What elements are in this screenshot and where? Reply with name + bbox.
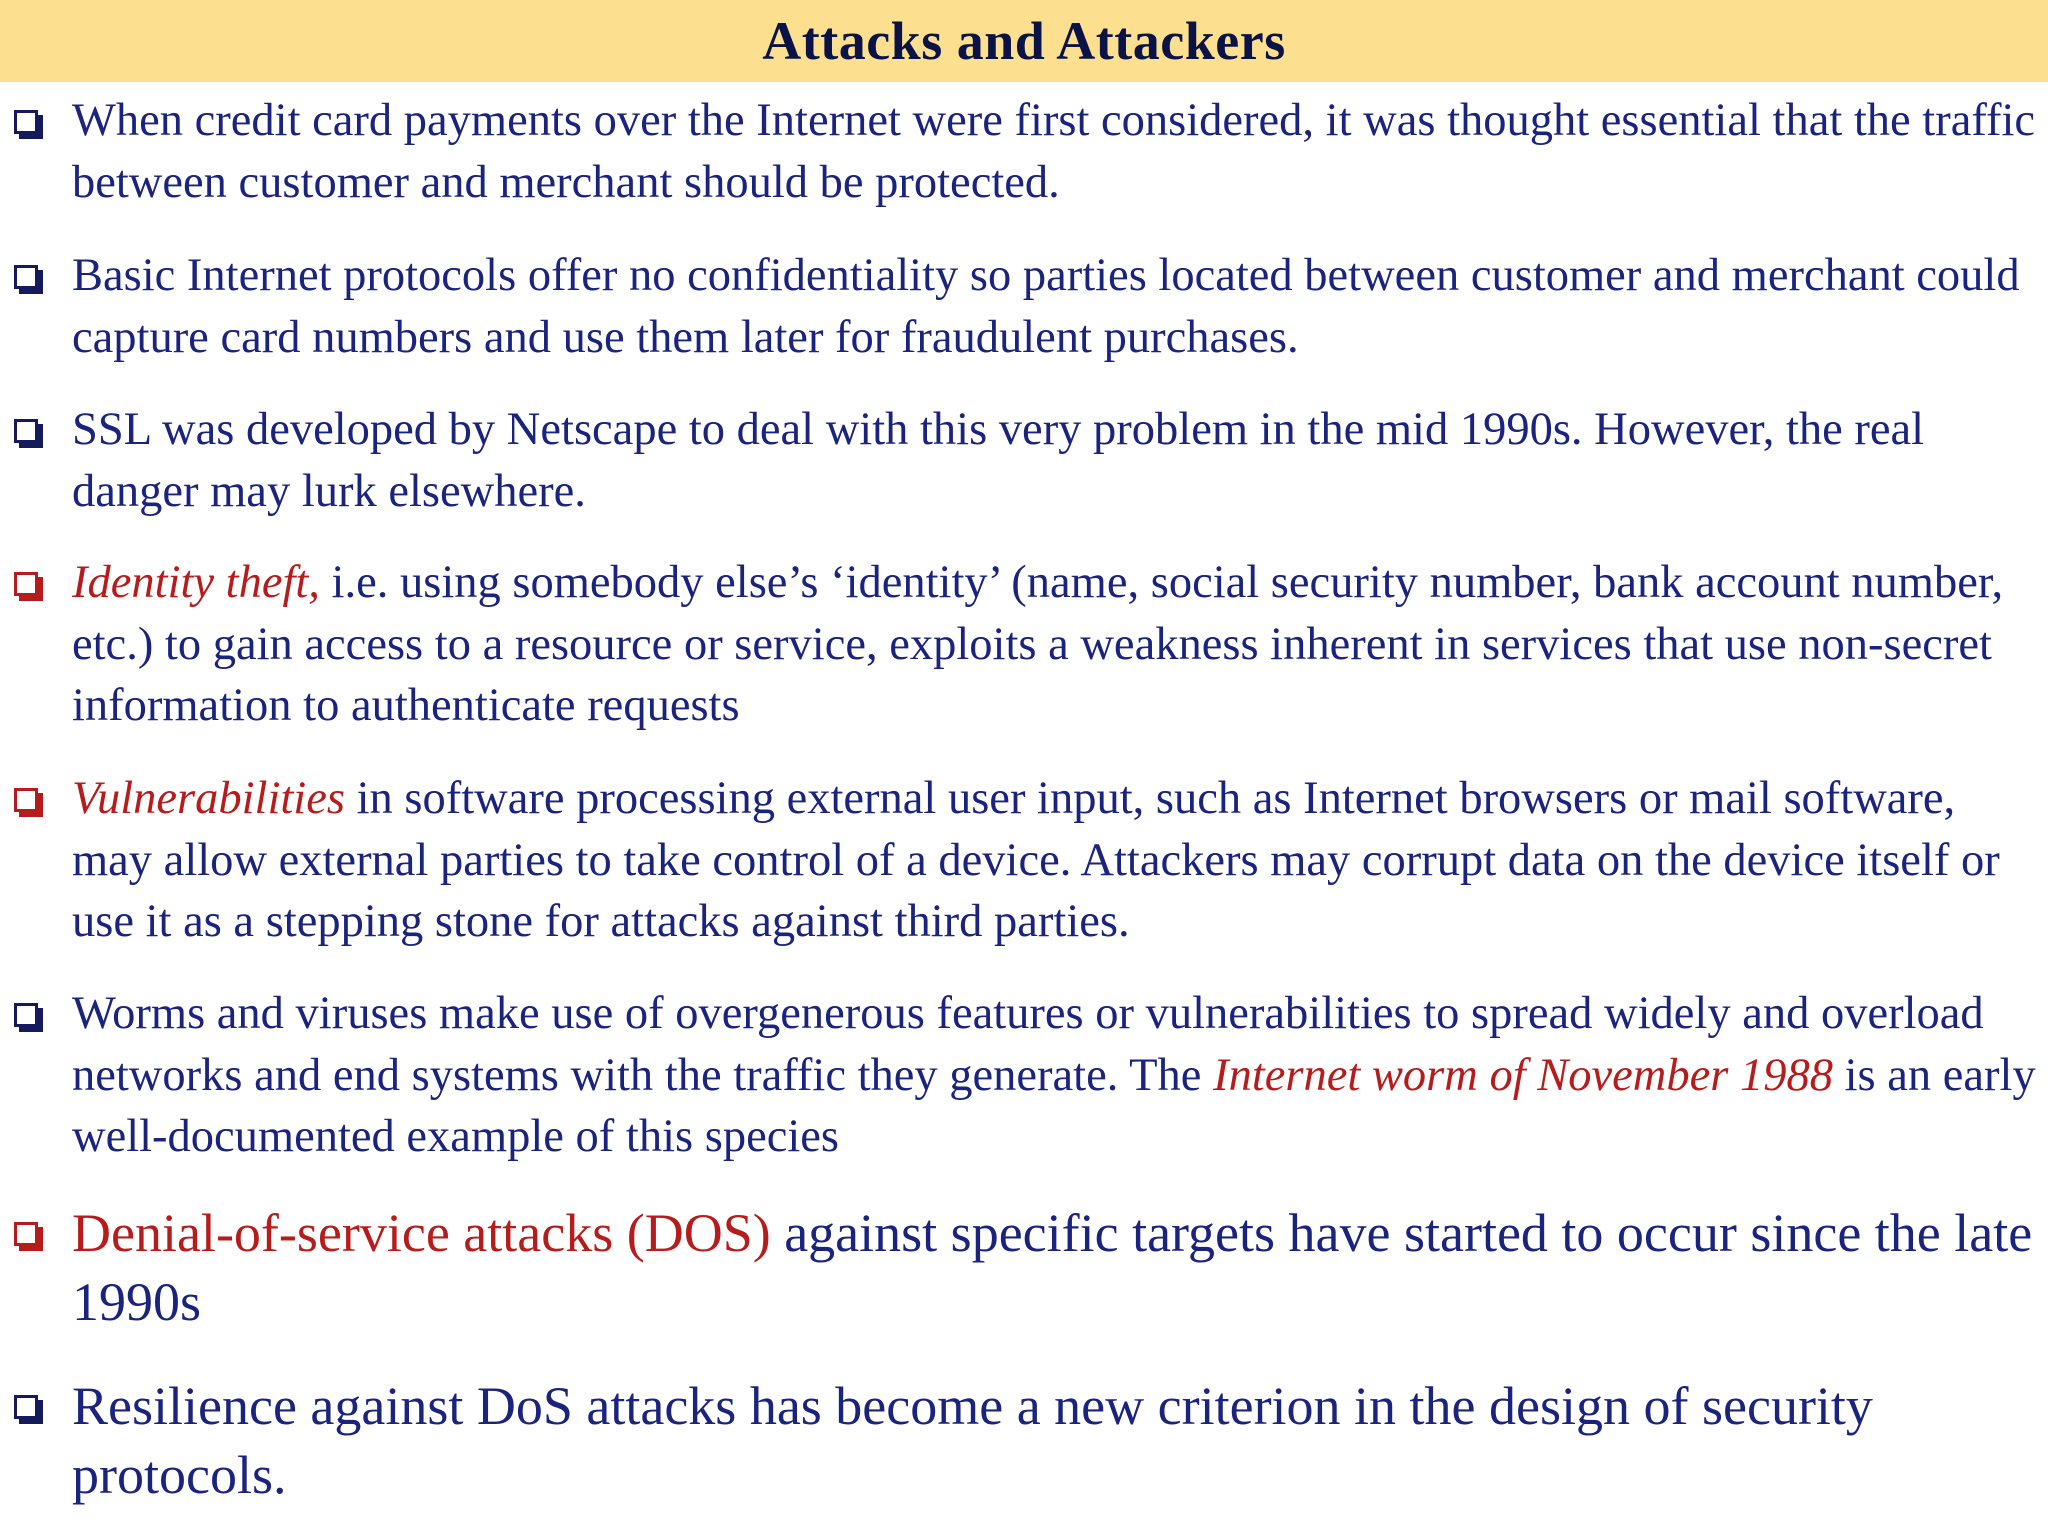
bullet-body: Worms and viruses make use of overgenerous features or vulnerabilities to spread widely and overload networks and end systems with the traffic they generate. The <box>72 988 1984 1101</box>
bullet-body-after: is an early well-documented example of this species <box>72 1049 2036 1162</box>
bullet-text <box>72 90 2037 213</box>
checkbox-bullet-icon <box>14 788 38 812</box>
bullet-emphasis: Internet worm of November 1988 <box>1213 1049 1833 1101</box>
checkbox-bullet-icon <box>14 1003 38 1027</box>
bullet-text <box>72 245 2037 368</box>
bullet-body: i.e. using somebody else’s ‘identity’ (name, social security number, bank account number, etc.) to gain access to a resource or service, exploits a weakness inherent in services that use non-secret information to authenticate requests <box>72 557 2004 731</box>
title-bar <box>0 0 2048 82</box>
bullet-body: SSL was developed by Netscape to deal with this very problem in the mid 1990s. However, the real danger may lurk elsewhere. <box>72 404 1925 517</box>
slide-title: Attacks and Attackers <box>762 11 1286 71</box>
bullet-text <box>72 768 2037 953</box>
bullet-body: against specific targets have started to occur since the late 1990s <box>72 1203 2033 1332</box>
checkbox-bullet-icon <box>14 1395 38 1419</box>
checkbox-bullet-icon <box>14 265 38 289</box>
checkbox-bullet-icon <box>14 1222 38 1246</box>
bullet-body: Basic Internet protocols offer no confidentiality so parties located between customer and merchant could capture card numbers and use them later for fraudulent purchases. <box>72 250 2020 363</box>
bullet-emphasis: Identity theft, <box>72 557 320 608</box>
bullet-text <box>72 399 2037 522</box>
checkbox-bullet-icon <box>14 572 38 596</box>
bullet-text <box>72 552 2037 737</box>
checkbox-bullet-icon <box>14 419 38 443</box>
bullet-text <box>72 1372 2037 1510</box>
bullet-body: in software processing external user input, such as Internet browsers or mail software, may allow external parties to take control of a device. Attackers may corrupt data on the device itself or use it as a stepping stone for attacks against third parties. <box>72 773 2000 947</box>
bullet-body: Resilience against DoS attacks has become a new criterion in the design of security protocols. <box>72 1376 1873 1505</box>
bullet-emphasis: Denial-of-service attacks (DOS) <box>72 1203 771 1263</box>
bullet-text <box>72 983 2037 1168</box>
bullet-body: When credit card payments over the Internet were first considered, it was thought essential that the traffic between customer and merchant should be protected. <box>72 95 2036 208</box>
bullet-text <box>72 1199 2037 1337</box>
bullet-emphasis: Vulnerabilities <box>72 773 345 824</box>
checkbox-bullet-icon <box>14 110 38 134</box>
